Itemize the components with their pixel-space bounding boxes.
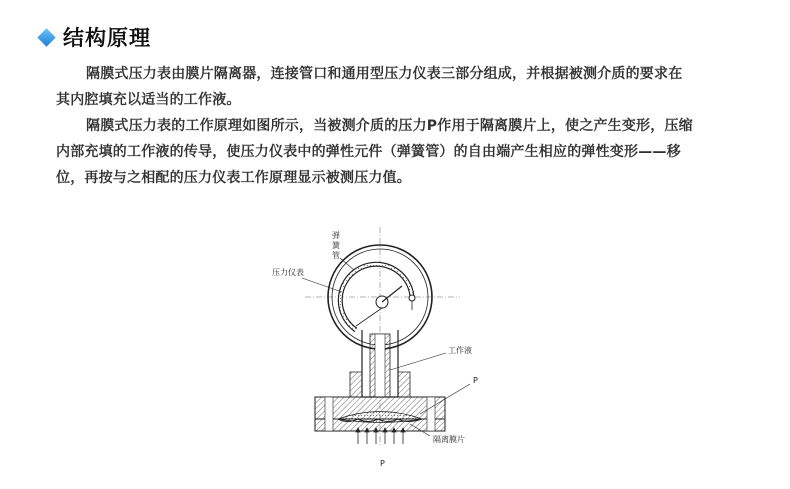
spring-tube-end	[409, 295, 415, 301]
paragraph-line: 内部充填的工作液的传导，使压力仪表中的弹性元件（弹簧管）的自由端产生相应的弹性变形——移	[56, 144, 681, 160]
diaphragm-gauge-diagram	[270, 222, 530, 472]
label-working-fluid: 工作液	[448, 346, 472, 355]
label-diaphragm: 隔离膜片	[433, 435, 465, 444]
diamond-icon	[38, 29, 55, 46]
bolt-hole-right	[427, 397, 435, 431]
label-gauge: 压力仪表	[272, 268, 304, 277]
paragraph-line: 隔膜式压力表由膜片隔离器，连接管口和通用型压力仪表三部分组成，并根据被测介质的要求在	[86, 66, 683, 82]
label-p-right: P	[473, 376, 478, 385]
diagram-svg	[270, 222, 530, 472]
bolt-hole-left	[325, 397, 333, 431]
paragraph-line: 隔膜式压力表的工作原理如图所示，当被测介质的压力P作用于隔离膜片上，使之产生变形，压缩	[86, 118, 693, 134]
section-header	[38, 22, 151, 52]
paragraph-line: 位，再按与之相配的压力仪表工作原理显示被测压力值。	[56, 170, 411, 186]
pointer	[382, 286, 402, 302]
paragraph-principle	[56, 113, 746, 191]
label-spring-tube-1: 弹	[332, 231, 340, 240]
paragraph-line: 其内腔填充以适当的工作液。	[56, 92, 241, 108]
label-p-bottom: P	[380, 459, 385, 468]
paragraph-structure	[56, 61, 746, 113]
link-rod	[356, 308, 382, 326]
label-spring-tube-3: 管	[332, 251, 340, 260]
label-spring-tube-2: 簧	[332, 241, 340, 250]
section-title: 结构原理	[63, 26, 151, 50]
